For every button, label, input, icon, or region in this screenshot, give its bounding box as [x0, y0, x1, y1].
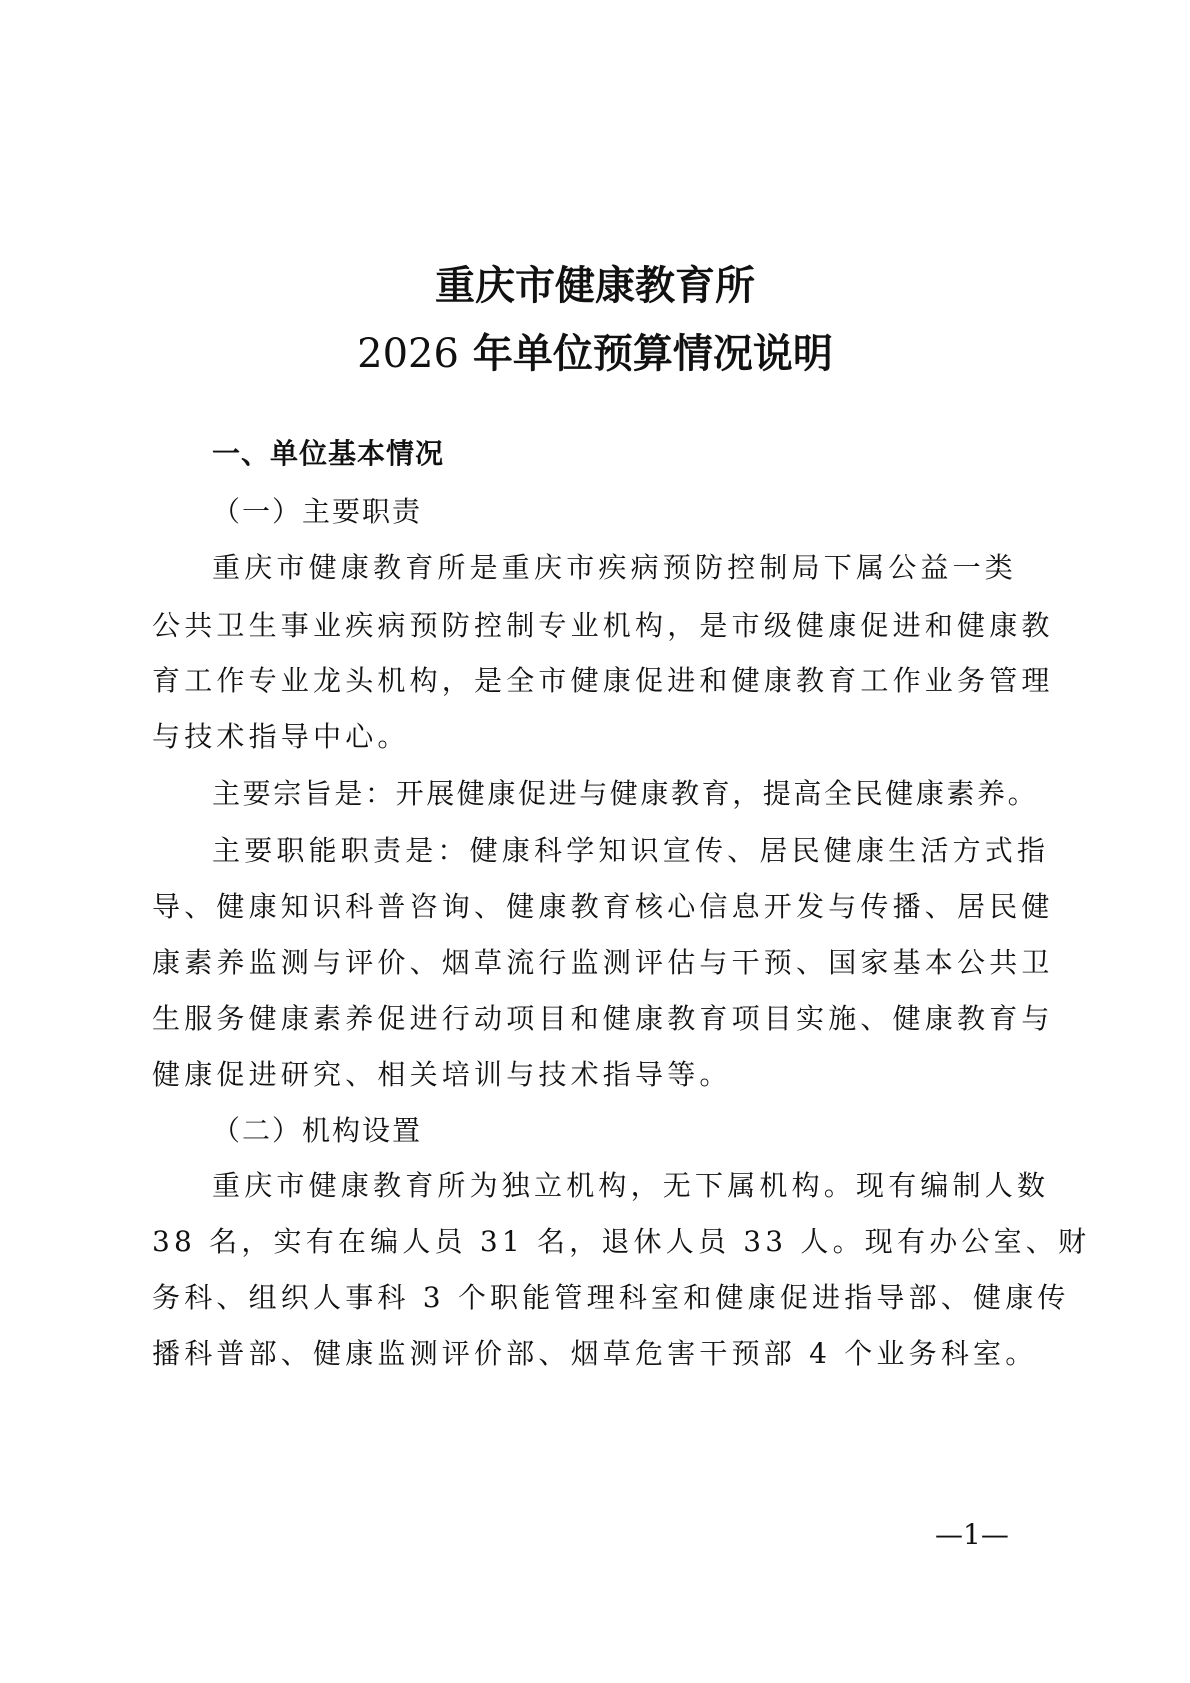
paragraph-line: 生服务健康素养促进行动项目和健康教育项目实施、健康教育与 — [152, 1002, 1054, 1035]
paragraph-line: 重庆市健康教育所是重庆市疾病预防控制局下属公益一类 — [212, 551, 1018, 584]
paragraph-line: 健康促进研究、相关培训与技术指导等。 — [152, 1058, 732, 1091]
paragraph-line: 播科普部、健康监测评价部、烟草危害干预部 4 个业务科室。 — [152, 1337, 1038, 1370]
paragraph-line: 与技术指导中心。 — [152, 720, 410, 753]
paragraph-line: 主要职能职责是：健康科学知识宣传、居民健康生活方式指 — [212, 834, 1050, 867]
subsection-heading: （一）主要职责 — [212, 495, 423, 528]
paragraph-line: 务科、组织人事科 3 个职能管理科室和健康促进指导部、健康传 — [152, 1281, 1070, 1314]
title-line-2-text: 年单位预算情况说明 — [458, 330, 833, 377]
subsection-heading: （二）机构设置 — [212, 1114, 423, 1147]
paragraph-line: 育工作专业龙头机构，是全市健康促进和健康教育工作业务管理 — [152, 664, 1054, 697]
paragraph-line: 导、健康知识科普咨询、健康教育核心信息开发与传播、居民健 — [152, 890, 1054, 923]
title-line-2 — [0, 330, 1190, 378]
title-line-1: 重庆市健康教育所 — [435, 262, 755, 309]
section-heading: 一、单位基本情况 — [212, 437, 445, 470]
title-year: 2026 — [357, 331, 459, 377]
paragraph-line: 重庆市健康教育所为独立机构，无下属机构。现有编制人数 — [212, 1169, 1050, 1202]
paragraph-line: 公共卫生事业疾病预防控制专业机构，是市级健康促进和健康教 — [152, 609, 1054, 642]
paragraph-line: 康素养监测与评价、烟草流行监测评估与干预、国家基本公共卫 — [152, 946, 1054, 979]
paragraph-line: 主要宗旨是：开展健康促进与健康教育，提高全民健康素养。 — [212, 777, 1039, 810]
paragraph-line: 38 名，实有在编人员 31 名，退休人员 33 人。现有办公室、财 — [152, 1225, 1091, 1258]
page-number: —1— — [935, 1518, 1009, 1551]
